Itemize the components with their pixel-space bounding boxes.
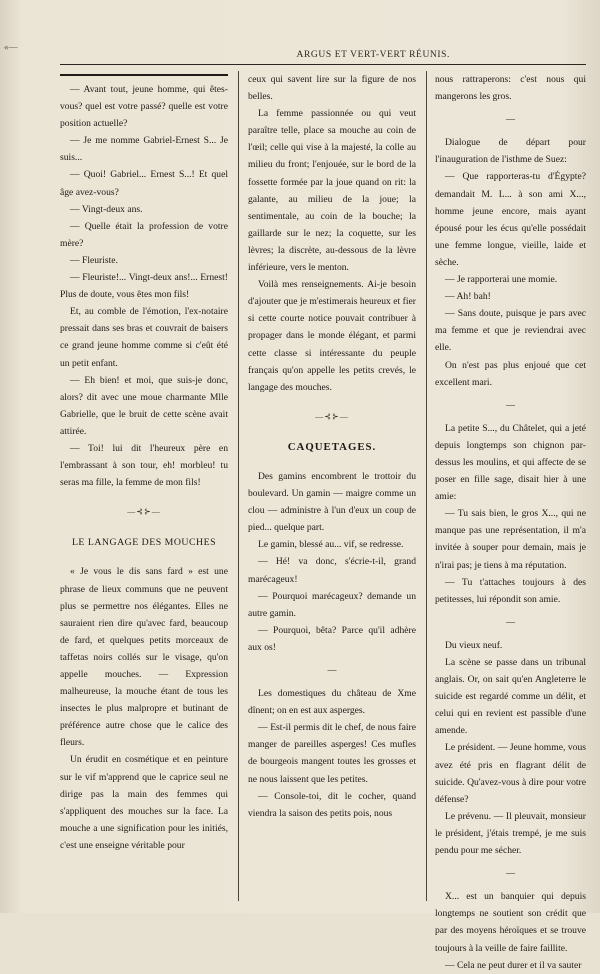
dash-separator: — xyxy=(506,114,515,125)
running-head: ARGUS ET VERT-VERT RÉUNIS. xyxy=(296,50,450,60)
column-1 xyxy=(60,71,228,901)
paragraph: — Quoi! Gabriel... Ernest S...! Et quel âge avez-vous? xyxy=(60,169,228,198)
paragraph: — Console-toi, dit le cocher, quand viendra la saison des petits pois, nous xyxy=(248,790,416,819)
paragraph: Le prévenu. — Il pleuvait, monsieur le président, j'étais trempé, je me suis pendu pour me sécher. xyxy=(435,810,586,857)
paragraph: — Je rapporterai une momie. xyxy=(445,274,558,286)
section-rule xyxy=(60,74,228,76)
paragraph: Le président. — Jeune homme, vous avez été pris en flagrant délit de suicide. Qu'avez-vous à dire pour votre défense? xyxy=(435,742,586,805)
ornament-separator: —⊰⊱— xyxy=(315,411,349,421)
paragraph: On n'est pas plus enjoué que cet excellent mari. xyxy=(435,359,586,388)
dash-separator: — xyxy=(506,616,515,627)
dash-separator: — xyxy=(506,399,515,410)
paragraph: Voilà mes renseignements. Ai-je besoin d'ajouter que je m'estimerais heureux et fier si cette courte notice pouvait contribuer à propager dans le monde élégant, et parmi cette classe si intéressante du peuple français qu'on appelle les petits crevés, le langage des mouches. xyxy=(248,279,416,393)
paragraph: « Je vous le dis sans fard » est une phrase de lieux communs que ne peuvent plus se permettre nos élégantes. Elles ne sauraient rien dire qu'avec fard, beaucoup de fard, et quelques petits morceaux de taffetas noirs collés sur le visage, qu'on appelle mouches. — Expression malheureuse, la mouche étant de tous les insectes le plus malpropre et butinant de préférence autre chose que le calice des fleurs. xyxy=(60,566,228,749)
paragraph: — Tu sais bien, le gros X..., qui ne manque pas une représentation, il m'a invitée à souper pour demain, mais je n'irai pas; je tiens à ma réputation. xyxy=(435,508,586,571)
paragraph: — Cela ne peut durer et il va sauter xyxy=(445,959,582,971)
column-divider xyxy=(238,71,239,901)
paragraph: — Hé! va donc, s'écrie-t-il, grand marécageux! xyxy=(248,556,416,585)
paragraph: Dialogue de départ pour l'inauguration de l'isthme de Suez: xyxy=(435,137,586,166)
paragraph: — Quelle était la profession de votre mère? xyxy=(60,220,228,249)
margin-mark: «— xyxy=(4,42,18,52)
paragraph: ceux qui savent lire sur la figure de nos belles. xyxy=(248,74,416,103)
dash-separator: — xyxy=(327,665,337,675)
column-divider xyxy=(426,71,427,901)
paragraph: — Pourquoi marécageux? demande un autre gamin. xyxy=(248,590,416,619)
paragraph: — Fleuriste. xyxy=(70,254,118,266)
paragraph: nous rattraperons: c'est nous qui mangerons les gros. xyxy=(435,74,586,103)
header-rule xyxy=(60,64,586,65)
paragraph: Un érudit en cosmétique et en peinture sur le vif m'apprend que le caprice seul ne dirige pas la main des femmes qui s'appliquent des mouches sur la face. La mouche a une signification pour les initiés, c'est une enseigne véritable pour xyxy=(60,754,228,851)
section-title-caquetages: CAQUETAGES. xyxy=(287,440,377,453)
paragraph: — Sans doute, puisque je pars avec ma femme et que je reviendrai avec elle. xyxy=(435,308,586,354)
section-title-langage-des-mouches: LE LANGAGE DES MOUCHES xyxy=(71,537,217,549)
paragraph: — Tu t'attaches toujours à des petitesses, lui répondit son amie. xyxy=(435,576,586,605)
paragraph: — Je me nomme Gabriel-Ernest S... Je suis... xyxy=(60,135,228,164)
paragraph: Et, au comble de l'émotion, l'ex-notaire pressait dans ses bras et couvrait de baisers ce grand jeune homme comme si c'eût été un petit enfant. xyxy=(60,306,228,369)
paragraph: — Est-il permis dit le chef, de nous faire manger de pareilles asperges! Ces mufles de bourgeois mangent toutes les grosses et ne nous laissent que les petites. xyxy=(248,722,416,785)
paragraph: — Avant tout, jeune homme, qui êtes-vous? quel est votre passé? quelle est votre position actuelle? xyxy=(60,84,228,130)
paragraph: — Toi! lui dit l'heureux père en l'embrassant à son tour, eh! morbleu! tu seras ma fille, la femme de mon fils! xyxy=(60,442,228,489)
paragraph: — Fleuriste!... Vingt-deux ans!... Ernest! Plus de doute, vous êtes mon fils! xyxy=(60,272,228,301)
paragraph: — Ah! bah! xyxy=(445,291,491,303)
ornament-separator: —⊰⊱— xyxy=(127,507,161,517)
paragraph: La femme passionnée ou qui veut paraître telle, place sa mouche au coin de l'œil; celle qui vise à la majesté, la colle au milieu du front; l'enjouée, sur le bord de la fossette formée par la joue quand on rit: la galante, au milieu de la joue; la sentimentale, au coin de la bouche; la gaillarde sur le nez; la coquette, sur les lèvres; la discrète, au-dessous de la lèvre inférieure, vers le menton. xyxy=(248,108,416,274)
dash-separator: — xyxy=(506,868,515,879)
paragraph: — Que rapporteras-tu d'Égypte? demandait M. L... à son ami X..., homme jeune encore, mais ayant épousé pour les écus qu'elle possédait une femme longue, vieille, laide et sèche. xyxy=(435,171,586,268)
paragraph: La scène se passe dans un tribunal anglais. Or, on sait qu'en Angleterre le suicide est regardé comme un délit, et celui qui en revient est passible d'une amende. xyxy=(435,657,586,737)
paragraph: Des gamins encombrent le trottoir du boulevard. Un gamin — maigre comme un clou — administre à l'un d'eux un coup de pied... quelque part. xyxy=(248,470,416,534)
paragraph: La petite S..., du Châtelet, qui a jeté depuis longtemps son chignon par-dessus les moulins, et qui affecte de se poser en fille sage, disait hier à une amie: xyxy=(435,422,586,503)
columns xyxy=(60,71,586,971)
paragraph: — Pourquoi, bêta? Parce qu'il adhère aux os! xyxy=(248,624,416,653)
paragraph: X... est un banquier qui depuis longtemps ne soutient son crédit que par des moyens héroïques et se trouve toujours à la veille de faire faillite. xyxy=(435,891,586,954)
paragraph: — Eh bien! et moi, que suis-je donc, alors? dit avec une moue charmante Mlle Gabrielle, que le bruit de cette scène avait attirée. xyxy=(60,374,228,437)
paragraph: — Vingt-deux ans. xyxy=(70,203,143,215)
paragraph: Le gamin, blessé au... vif, se redresse. xyxy=(258,539,404,551)
column-3 xyxy=(435,71,586,971)
paragraph: Les domestiques du château de Xme dînent; on en est aux asperges. xyxy=(248,688,416,717)
column-2 xyxy=(248,71,416,901)
paragraph: Du vieux neuf. xyxy=(445,639,503,651)
